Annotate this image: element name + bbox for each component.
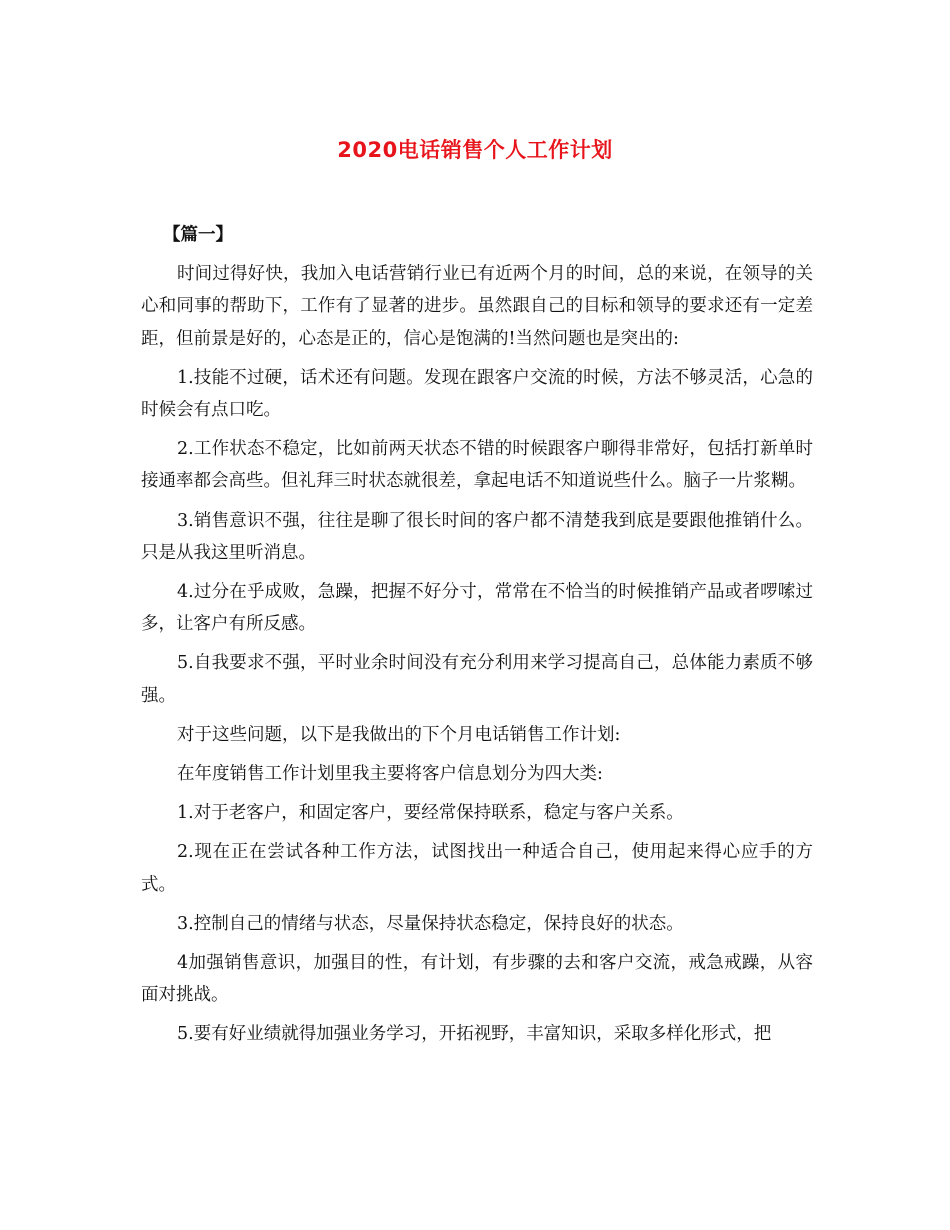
problem-item-4: 4.过分在乎成败，急躁，把握不好分寸，常常在不恰当的时候推销产品或者啰嗦过多，让客户有所反感。 — [141, 582, 813, 635]
paragraph-intro: 时间过得好快，我加入电话营销行业已有近两个月的时间，总的来说，在领导的关心和同事的帮助下，工作有了显著的进步。虽然跟自己的目标和领导的要求还有一定差距，但前景是好的，心态是正的，信心是饱满的!当然问题也是突出的: — [141, 264, 813, 349]
customer-classification-intro: 在年度销售工作计划里我主要将客户信息划分为四大类: — [177, 764, 603, 785]
document-body — [141, 219, 813, 1058]
plan-item-1: 1.对于老客户，和固定客户，要经常保持联系，稳定与客户关系。 — [177, 803, 684, 824]
problem-item-5: 5.自我要求不强，平时业余时间没有充分利用来学习提高自己，总体能力素质不够强。 — [141, 653, 813, 706]
problem-item-3: 3.销售意识不强，往往是聊了很长时间的客户都不清楚我到底是要跟他推销什么。只是从我这里听消息。 — [141, 510, 813, 563]
problem-item-1: 1.技能不过硬，话术还有问题。发现在跟客户交流的时候，方法不够灵活，心急的时候会有点口吃。 — [141, 367, 813, 421]
plan-intro: 对于这些问题，以下是我做出的下个月电话销售工作计划: — [177, 724, 621, 745]
plan-item-4: 4加强销售意识，加强目的性，有计划，有步骤的去和客户交流，戒急戒躁，从容面对挑战。 — [141, 953, 813, 1006]
problem-item-2: 2.工作状态不稳定，比如前两天状态不错的时候跟客户聊得非常好，包括打新单时接通率都会高些。但礼拜三时状态就很差，拿起电话不知道说些什么。脑子一片浆糊。 — [141, 439, 813, 492]
plan-item-2: 2.现在正在尝试各种工作方法，试图找出一种适合自己，使用起来得心应手的方式。 — [141, 842, 813, 895]
plan-item-3: 3.控制自己的情绪与状态，尽量保持状态稳定，保持良好的状态。 — [177, 913, 684, 934]
section-label: 【篇一】 — [163, 225, 233, 245]
document-title: 2020电话销售个人工作计划 — [337, 138, 613, 162]
plan-item-5: 5.要有好业绩就得加强业务学习，开拓视野，丰富知识，采取多样化形式，把 — [177, 1024, 772, 1045]
